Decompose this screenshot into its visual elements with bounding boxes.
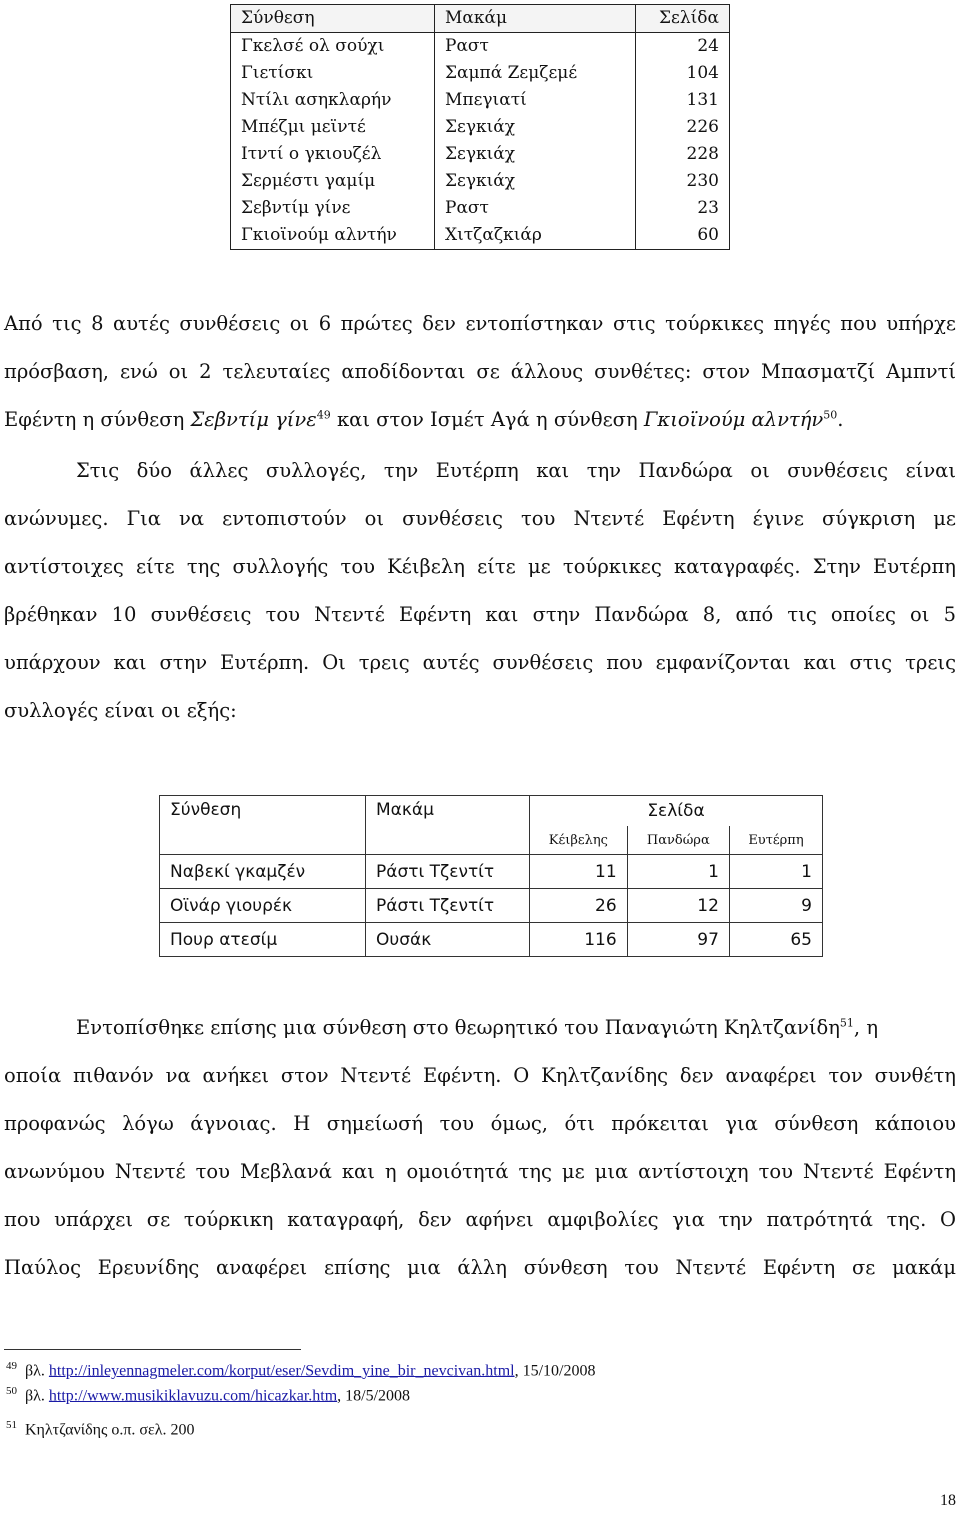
cell-composition: Ιτντί ο γκιουζέλ — [231, 141, 435, 168]
footnote-number: 51 — [6, 1419, 17, 1431]
cell-composition: Σεβντίμ γίνε — [231, 195, 435, 222]
footnote-number: 49 — [6, 1360, 17, 1372]
cell-composition: Μπέζμι μεϊντέ — [231, 114, 435, 141]
header-makam: Μακάμ — [366, 796, 530, 855]
text-run: , η — [853, 1016, 879, 1039]
table-row — [231, 168, 730, 195]
cell-page: 104 — [636, 60, 730, 87]
subheader-pandora: Πανδώρα — [627, 826, 729, 855]
cell-page: 131 — [636, 87, 730, 114]
paragraph-anonymous — [4, 447, 956, 735]
cell-composition: Οϊνάρ γιουρέκ — [160, 889, 366, 923]
cell-euterpi: 65 — [729, 923, 822, 957]
cell-makam: Ράστι Τζεντίτ — [366, 889, 530, 923]
cell-page: 60 — [636, 222, 730, 250]
cell-makam: Σαμπά Ζεμζεμέ — [435, 60, 636, 87]
footnote-prefix: βλ. — [25, 1362, 49, 1380]
table-row — [231, 141, 730, 168]
table-row — [160, 855, 823, 889]
footnote-link[interactable]: http://www.musikiklavuzu.com/hicazkar.htm — [48, 1387, 338, 1405]
subheader-keivelis: Κέιβελης — [530, 826, 628, 855]
footnote-suffix: , 18/5/2008 — [337, 1387, 411, 1405]
paragraph-origins — [4, 300, 956, 444]
table-header-row — [231, 5, 730, 33]
cell-composition: Γκελσέ ολ σούχι — [231, 33, 435, 61]
footnote-51 — [6, 1419, 195, 1439]
cell-pandora: 97 — [627, 923, 729, 957]
footnote-prefix: βλ. — [25, 1387, 49, 1405]
table-row — [160, 923, 823, 957]
header-page: Σελίδα — [530, 796, 823, 827]
header-page: Σελίδα — [636, 5, 730, 33]
cell-makam: Ραστ — [435, 33, 636, 61]
cell-page: 226 — [636, 114, 730, 141]
footnote-ref[interactable]: 50 — [823, 408, 838, 422]
table-header-row — [160, 796, 823, 827]
cell-keivelis: 26 — [530, 889, 628, 923]
cell-makam: Ραστ — [435, 195, 636, 222]
table-row — [231, 87, 730, 114]
cell-composition: Ντίλι ασηκλαρήν — [231, 87, 435, 114]
text-line: αντίστοιχες είτε της συλλογής του Κέιβελη είτε με τούρκικες καταγραφές. Στην Ευτέρπη — [4, 555, 956, 578]
footnote-50 — [6, 1385, 410, 1405]
cell-pandora: 1 — [627, 855, 729, 889]
cell-makam: Σεγκιάχ — [435, 141, 636, 168]
subheader-euterpi: Ευτέρπη — [729, 826, 822, 855]
cell-makam: Σεγκιάχ — [435, 114, 636, 141]
cell-page: 228 — [636, 141, 730, 168]
table-row — [231, 114, 730, 141]
header-makam: Μακάμ — [435, 5, 636, 33]
text-run: και στον Ισμέτ Αγά η σύνθεση — [330, 408, 644, 431]
table-row — [231, 33, 730, 61]
text-line: που υπάρχει σε τούρκικη καταγραφή, δεν αφήνει αμφιβολίες για την πατρότητά της. Ο — [4, 1208, 956, 1231]
text-line: συλλογές είναι οι εξής: — [4, 699, 237, 722]
text-line: ανώνυμες. Για να εντοπιστούν οι συνθέσεις του Ντεντέ Εφέντη έγινε σύγκριση με — [4, 507, 956, 530]
page-number: 18 — [940, 1492, 956, 1509]
table-row — [231, 60, 730, 87]
text-line: ανωνύμου Ντεντέ του Μεβλανά και η ομοιότητά της με μια αντίστοιχη του Ντεντέ Εφέντη — [4, 1160, 956, 1183]
cell-page: 23 — [636, 195, 730, 222]
cell-composition: Γκιοϊνούμ αλντήν — [231, 222, 435, 250]
text-line: πρόσβαση, ενώ οι 2 τελευταίες αποδίδονται σε άλλους συνθέτες: στον Μπασματζί Αμπντί — [4, 360, 956, 383]
cell-euterpi: 9 — [729, 889, 822, 923]
cell-composition: Πουρ ατεσίμ — [160, 923, 366, 957]
footnote-ref[interactable]: 51 — [839, 1016, 854, 1030]
table-row — [160, 889, 823, 923]
cell-makam: Χιτζαζκιάρ — [435, 222, 636, 250]
paragraph-kiltzanidis — [4, 1004, 956, 1292]
text-line: οποία πιθανόν να ανήκει στον Ντεντέ Εφέντη. Ο Κηλτζανίδης δεν αναφέρει τον συνθέτη — [4, 1064, 956, 1087]
cell-page: 24 — [636, 33, 730, 61]
cell-keivelis: 11 — [530, 855, 628, 889]
text-line: Στις δύο άλλες συλλογές, την Ευτέρπη και την Πανδώρα οι συνθέσεις είναι — [76, 459, 956, 482]
cell-makam: Μπεγιατί — [435, 87, 636, 114]
text-run: Εντοπίσθηκε επίσης μια σύνθεση στο θεωρητικό του Παναγιώτη Κηλτζανίδη — [76, 1016, 840, 1039]
footnote-text: Κηλτζανίδης ο.π. σελ. 200 — [25, 1421, 195, 1439]
cell-makam: Ουσάκ — [366, 923, 530, 957]
cell-makam: Σεγκιάχ — [435, 168, 636, 195]
compositions-table — [230, 4, 730, 250]
cell-keivelis: 116 — [530, 923, 628, 957]
cell-composition: Γιετίσκι — [231, 60, 435, 87]
cell-pandora: 12 — [627, 889, 729, 923]
text-line: βρέθηκαν 10 συνθέσεις του Ντεντέ Εφέντη και στην Πανδώρα 8, από τις οποίες οι 5 — [4, 603, 956, 626]
cell-composition: Σερμέστι γαμίμ — [231, 168, 435, 195]
table-row — [231, 222, 730, 250]
text-run: Εφέντη η σύνθεση — [4, 408, 191, 431]
composition-title: Σεβντίμ γίνε — [190, 408, 317, 431]
text-line — [4, 1004, 956, 1052]
header-composition: Σύνθεση — [160, 796, 366, 855]
footnote-number: 50 — [6, 1385, 17, 1397]
header-composition: Σύνθεση — [231, 5, 435, 33]
cell-makam: Ράστι Τζεντίτ — [366, 855, 530, 889]
footnote-suffix: , 15/10/2008 — [514, 1362, 596, 1380]
text-line — [4, 396, 956, 444]
footnote-link[interactable]: http://inleyennagmeler.com/korput/eser/Sevdim_yine_bir_nevcivan.html — [48, 1362, 515, 1380]
footnote-ref[interactable]: 49 — [316, 408, 331, 422]
cell-page: 230 — [636, 168, 730, 195]
cell-euterpi: 1 — [729, 855, 822, 889]
table-row — [231, 195, 730, 222]
text-run: . — [837, 408, 844, 431]
footnote-separator — [4, 1349, 301, 1350]
composition-title: Γκιοϊνούμ αλντήν — [643, 408, 824, 431]
text-line: Παύλος Ερευνίδης αναφέρει επίσης μια άλλη σύνθεση του Ντεντέ Εφέντη σε μακάμ — [4, 1256, 956, 1279]
text-line: υπάρχουν και στην Ευτέρπη. Οι τρεις αυτές συνθέσεις που εμφανίζονται και στις τρεις — [4, 651, 956, 674]
cell-composition: Ναβεκί γκαμζέν — [160, 855, 366, 889]
common-compositions-table — [159, 795, 823, 957]
text-line: Από τις 8 αυτές συνθέσεις οι 6 πρώτες δεν εντοπίστηκαν στις τούρκικες πηγές που υπήρχε — [4, 312, 956, 335]
footnote-49 — [6, 1360, 595, 1380]
text-line: προφανώς λόγω άγνοιας. Η σημείωσή του όμως, ότι πρόκειται για σύνθεση κάποιου — [4, 1112, 956, 1135]
